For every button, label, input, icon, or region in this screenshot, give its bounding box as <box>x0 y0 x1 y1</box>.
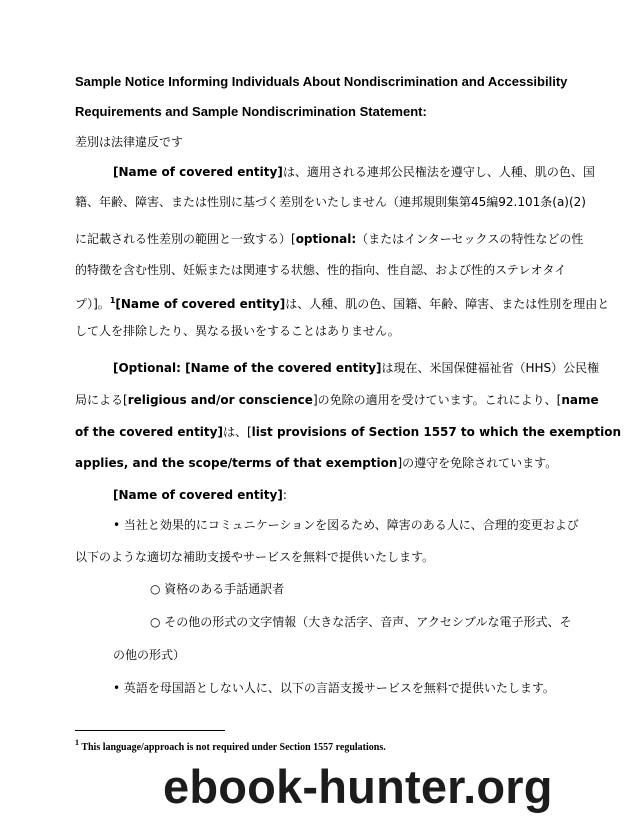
p2-line-3: of the covered entity]は、[list provisions of Section 1557 to which the exemption <box>75 425 621 439</box>
bullet-2: • 英語を母国語としない人に、以下の言語支援サービスを無料で提供いたします。 <box>113 681 555 695</box>
p1-line-6: して人を排除したり、異なる扱いをすることはありません。 <box>75 324 400 338</box>
p1-line-3: に記載される性差別の範囲と一致する）[optional:（またはインターセックスの特性などの性 <box>75 232 584 246</box>
footnote: $^1$ This language/approach is not required under Section 1557 regulations. <box>75 738 386 753</box>
heading-line-2: Requirements and Sample Nondiscrimination Statement: <box>75 104 427 119</box>
footnote-ref: 1 <box>109 296 116 305</box>
sub-bullet-2-line-1: ○ その他の形式の文字情報（大きな活字、音声、アクセシブルな電子形式、そ <box>150 615 572 629</box>
sub-bullet-2-line-2: の他の形式） <box>113 648 186 662</box>
covered-entity-placeholder: [Name of covered entity] <box>113 165 283 179</box>
p1-line-2: 籍、年齢、障害、または性別に基づく差別をいたしません（連邦規則集第45編92.101条(a)(2) <box>75 195 586 209</box>
bullet-1-line-2: 以下のような適切な補助支援やサービスを無料で提供いたします。 <box>75 550 435 564</box>
watermark: ebook-hunter.org <box>163 760 553 813</box>
p1-line-1: [Name of covered entity]は、適用される連邦公民権法を遵守し、人種、肌の色、国 <box>113 165 595 179</box>
p1-line-4: 的特徴を含む性別、妊娠または関連する状態、性的指向、性自認、および性的ステレオタイ <box>75 263 567 277</box>
statement-title: 差別は法律違反です <box>75 135 184 149</box>
p1-line-5: プ）]。$^1$[Name of covered entity]は、人種、肌の色、国籍、年齢、障害、または性別を理由と <box>75 296 610 311</box>
p2-line-4: applies, and the scope/terms of that exemption]の遵守を免除されています。 <box>75 456 558 470</box>
p2-line-1: [Optional: [Name of the covered entity]は現在、米国保健福祉省（HHS）公民権 <box>113 361 600 375</box>
p2-line-2: 局による[religious and/or conscience]の免除の適用を受けています。これにより、[name <box>75 393 599 407</box>
footnote-rule <box>75 730 225 731</box>
heading-line-1: Sample Notice Informing Individuals About Nondiscrimination and Accessibility <box>75 74 568 89</box>
bullet-1-line-1: • 当社と効果的にコミュニケーションを図るため、障害のある人に、合理的変更および <box>113 518 579 532</box>
p3-name-line: [Name of covered entity]: <box>113 488 287 502</box>
covered-entity-placeholder: [Name of covered entity] <box>115 297 286 311</box>
sub-bullet-1: ○ 資格のある手話通訳者 <box>150 582 285 596</box>
